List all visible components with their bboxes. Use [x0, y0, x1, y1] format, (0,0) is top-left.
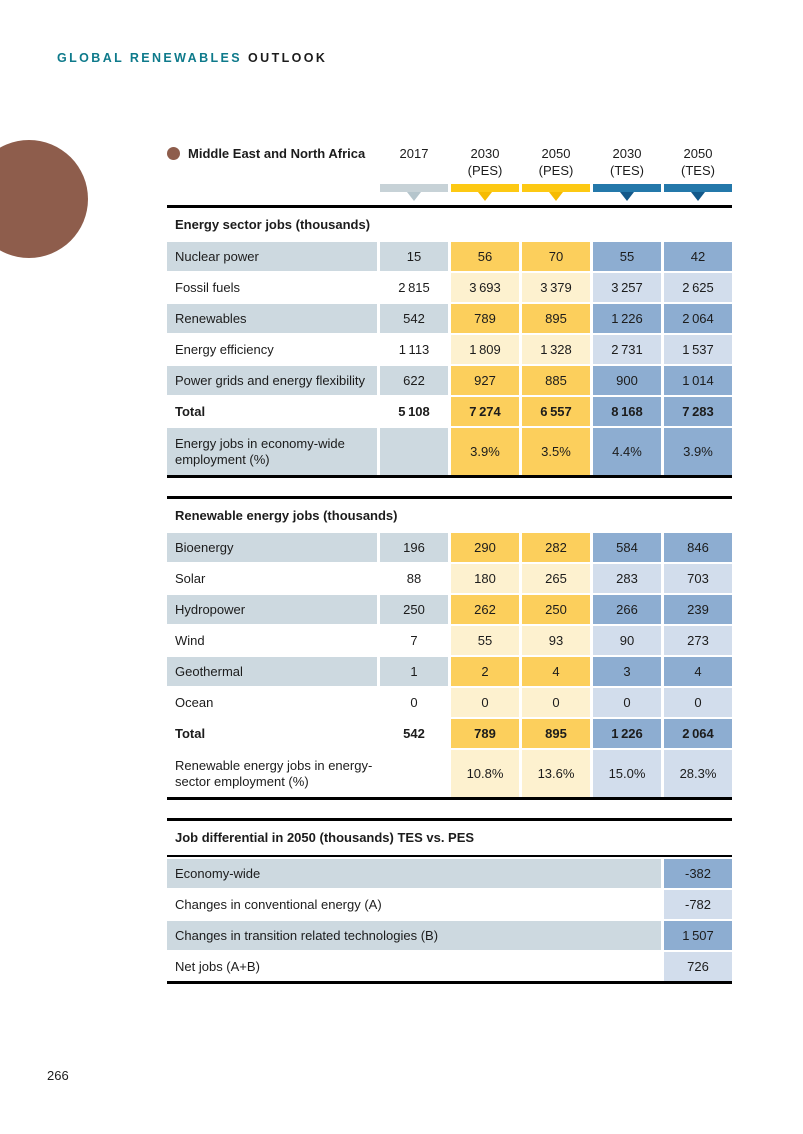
row-label: Solar [175, 570, 206, 586]
column-year: 2050 [541, 146, 571, 161]
table-row [167, 335, 732, 364]
row-label: Changes in conventional energy (A) [175, 896, 382, 912]
column-year: 2030 [612, 146, 642, 161]
row-label: Bioenergy [167, 533, 377, 562]
section-title: Energy sector jobs (thousands) [175, 217, 371, 232]
table-row [167, 859, 732, 888]
value-cell: 2 815 [398, 279, 430, 295]
value-cell: 542 [380, 304, 448, 333]
table-row [167, 595, 732, 624]
region-dot-icon [167, 147, 180, 160]
value-cell: 282 [522, 533, 590, 562]
value-cell: 290 [451, 533, 519, 562]
value-cell: 90 [593, 626, 661, 655]
region-header [167, 139, 377, 201]
column-header-2017 [380, 139, 448, 201]
section-renewable-energy-jobs [167, 496, 732, 800]
value-cell: 2 731 [593, 335, 661, 364]
value-cell: -782 [664, 890, 732, 919]
value-cell: 88 [406, 570, 422, 586]
value-cell: 1 328 [522, 335, 590, 364]
row-label: Total [175, 403, 206, 419]
value-cell: 4.4% [593, 428, 661, 475]
decorative-circle [0, 140, 88, 258]
value-cell: 28.3% [664, 750, 732, 797]
row-label: Total [175, 725, 206, 741]
value-cell: 885 [522, 366, 590, 395]
value-cell: 895 [522, 304, 590, 333]
row-label: Changes in transition related technologies (B) [167, 921, 661, 950]
value-cell: 2 [451, 657, 519, 686]
value-cell: 239 [664, 595, 732, 624]
table-row-total [167, 397, 732, 426]
value-cell: 3 693 [451, 273, 519, 302]
value-cell: 7 [410, 632, 418, 648]
column-header-2030-pes [451, 139, 519, 201]
table-row [167, 366, 732, 395]
table-row [167, 657, 732, 686]
row-label: Economy-wide [167, 859, 661, 888]
column-scenario: (PES) [467, 163, 503, 178]
triangle-down-icon [478, 192, 492, 201]
value-cell: 3 257 [593, 273, 661, 302]
column-scenario: (PES) [538, 163, 574, 178]
value-cell: 900 [593, 366, 661, 395]
table-row [167, 688, 732, 717]
column-header-2050-tes [664, 139, 732, 201]
value-cell: 3.9% [451, 428, 519, 475]
value-cell: 4 [522, 657, 590, 686]
value-cell: 93 [522, 626, 590, 655]
value-cell: 0 [522, 688, 590, 717]
table-row [167, 890, 732, 919]
value-cell: 2 064 [664, 304, 732, 333]
report-title-secondary: OUTLOOK [248, 51, 328, 65]
table-row [167, 533, 732, 562]
value-cell: 927 [451, 366, 519, 395]
value-cell: 10.8% [451, 750, 519, 797]
table-row [167, 304, 732, 333]
value-cell: 55 [451, 626, 519, 655]
value-cell: 8 168 [593, 397, 661, 426]
value-cell: 1 507 [664, 921, 732, 950]
section-job-differential [167, 818, 732, 984]
value-cell: 542 [403, 725, 425, 741]
scenario-color-bar [522, 184, 590, 192]
value-cell: 703 [664, 564, 732, 593]
value-cell: 0 [593, 688, 661, 717]
value-cell: 1 226 [593, 719, 661, 748]
column-scenario: (TES) [681, 163, 715, 178]
value-cell: 3.9% [664, 428, 732, 475]
column-year: 2030 [470, 146, 500, 161]
value-cell [380, 428, 448, 475]
value-cell: 1 014 [664, 366, 732, 395]
table-row [167, 273, 732, 302]
value-cell: 789 [451, 304, 519, 333]
scenario-color-bar [380, 184, 448, 192]
value-cell: -382 [664, 859, 732, 888]
table-row-total [167, 719, 732, 748]
value-cell: 2 064 [664, 719, 732, 748]
value-cell: 789 [451, 719, 519, 748]
row-label: Hydropower [167, 595, 377, 624]
value-cell: 5 108 [398, 403, 430, 419]
value-cell: 3 379 [522, 273, 590, 302]
value-cell: 895 [522, 719, 590, 748]
value-cell: 584 [593, 533, 661, 562]
page-number: 266 [47, 1068, 69, 1083]
data-table [167, 139, 732, 1002]
row-label: Geothermal [167, 657, 377, 686]
report-title-primary: GLOBAL RENEWABLES [57, 51, 243, 65]
table-row [167, 626, 732, 655]
value-cell: 2 625 [664, 273, 732, 302]
column-scenario: (TES) [610, 163, 644, 178]
section-title: Job differential in 2050 (thousands) TES vs. PES [167, 821, 732, 857]
column-year: 2017 [399, 146, 429, 161]
row-label: Energy jobs in economy-wide employment (%) [167, 428, 377, 475]
table-row [167, 750, 732, 797]
value-cell: 42 [664, 242, 732, 271]
triangle-down-icon [691, 192, 705, 201]
value-cell: 846 [664, 533, 732, 562]
value-cell: 55 [593, 242, 661, 271]
table-row [167, 921, 732, 950]
report-title [57, 51, 327, 65]
value-cell: 250 [522, 595, 590, 624]
value-cell: 180 [451, 564, 519, 593]
value-cell: 1 226 [593, 304, 661, 333]
row-label: Ocean [175, 694, 214, 710]
column-header-2030-tes [593, 139, 661, 201]
value-cell: 265 [522, 564, 590, 593]
value-cell: 1 809 [451, 335, 519, 364]
value-cell: 15 [380, 242, 448, 271]
value-cell: 7 283 [664, 397, 732, 426]
region-title: Middle East and North Africa [188, 146, 366, 161]
table-row [167, 564, 732, 593]
value-cell: 726 [664, 952, 732, 981]
value-cell: 273 [664, 626, 732, 655]
value-cell: 3 [593, 657, 661, 686]
row-label: Net jobs (A+B) [175, 958, 260, 974]
table-row [167, 952, 732, 981]
row-label: Renewable energy jobs in energy-sector employment (%) [175, 757, 373, 789]
triangle-down-icon [407, 192, 421, 201]
column-scenario [380, 163, 448, 179]
value-cell: 0 [410, 694, 418, 710]
value-cell: 1 113 [398, 341, 430, 357]
value-cell: 7 274 [451, 397, 519, 426]
section-title: Renewable energy jobs (thousands) [175, 508, 398, 523]
value-cell [380, 750, 448, 797]
value-cell: 262 [451, 595, 519, 624]
value-cell: 1 537 [664, 335, 732, 364]
value-cell: 6 557 [522, 397, 590, 426]
triangle-down-icon [549, 192, 563, 201]
value-cell: 15.0% [593, 750, 661, 797]
value-cell: 196 [380, 533, 448, 562]
value-cell: 622 [380, 366, 448, 395]
value-cell: 0 [664, 688, 732, 717]
value-cell: 1 [380, 657, 448, 686]
scenario-color-bar [593, 184, 661, 192]
row-label: Renewables [167, 304, 377, 333]
row-label: Wind [175, 632, 205, 648]
column-header-2050-pes [522, 139, 590, 201]
column-year: 2050 [683, 146, 713, 161]
section-energy-sector-jobs [167, 205, 732, 478]
value-cell: 0 [451, 688, 519, 717]
value-cell: 3.5% [522, 428, 590, 475]
table-row [167, 242, 732, 271]
row-label: Fossil fuels [175, 279, 241, 295]
row-label: Nuclear power [167, 242, 377, 271]
table-row [167, 428, 732, 475]
value-cell: 4 [664, 657, 732, 686]
value-cell: 283 [593, 564, 661, 593]
value-cell: 56 [451, 242, 519, 271]
row-label: Power grids and energy flexibility [167, 366, 377, 395]
value-cell: 266 [593, 595, 661, 624]
value-cell: 70 [522, 242, 590, 271]
scenario-color-bar [451, 184, 519, 192]
row-label: Energy efficiency [175, 341, 274, 357]
value-cell: 13.6% [522, 750, 590, 797]
table-header [167, 139, 732, 201]
value-cell: 250 [380, 595, 448, 624]
triangle-down-icon [620, 192, 634, 201]
scenario-color-bar [664, 184, 732, 192]
